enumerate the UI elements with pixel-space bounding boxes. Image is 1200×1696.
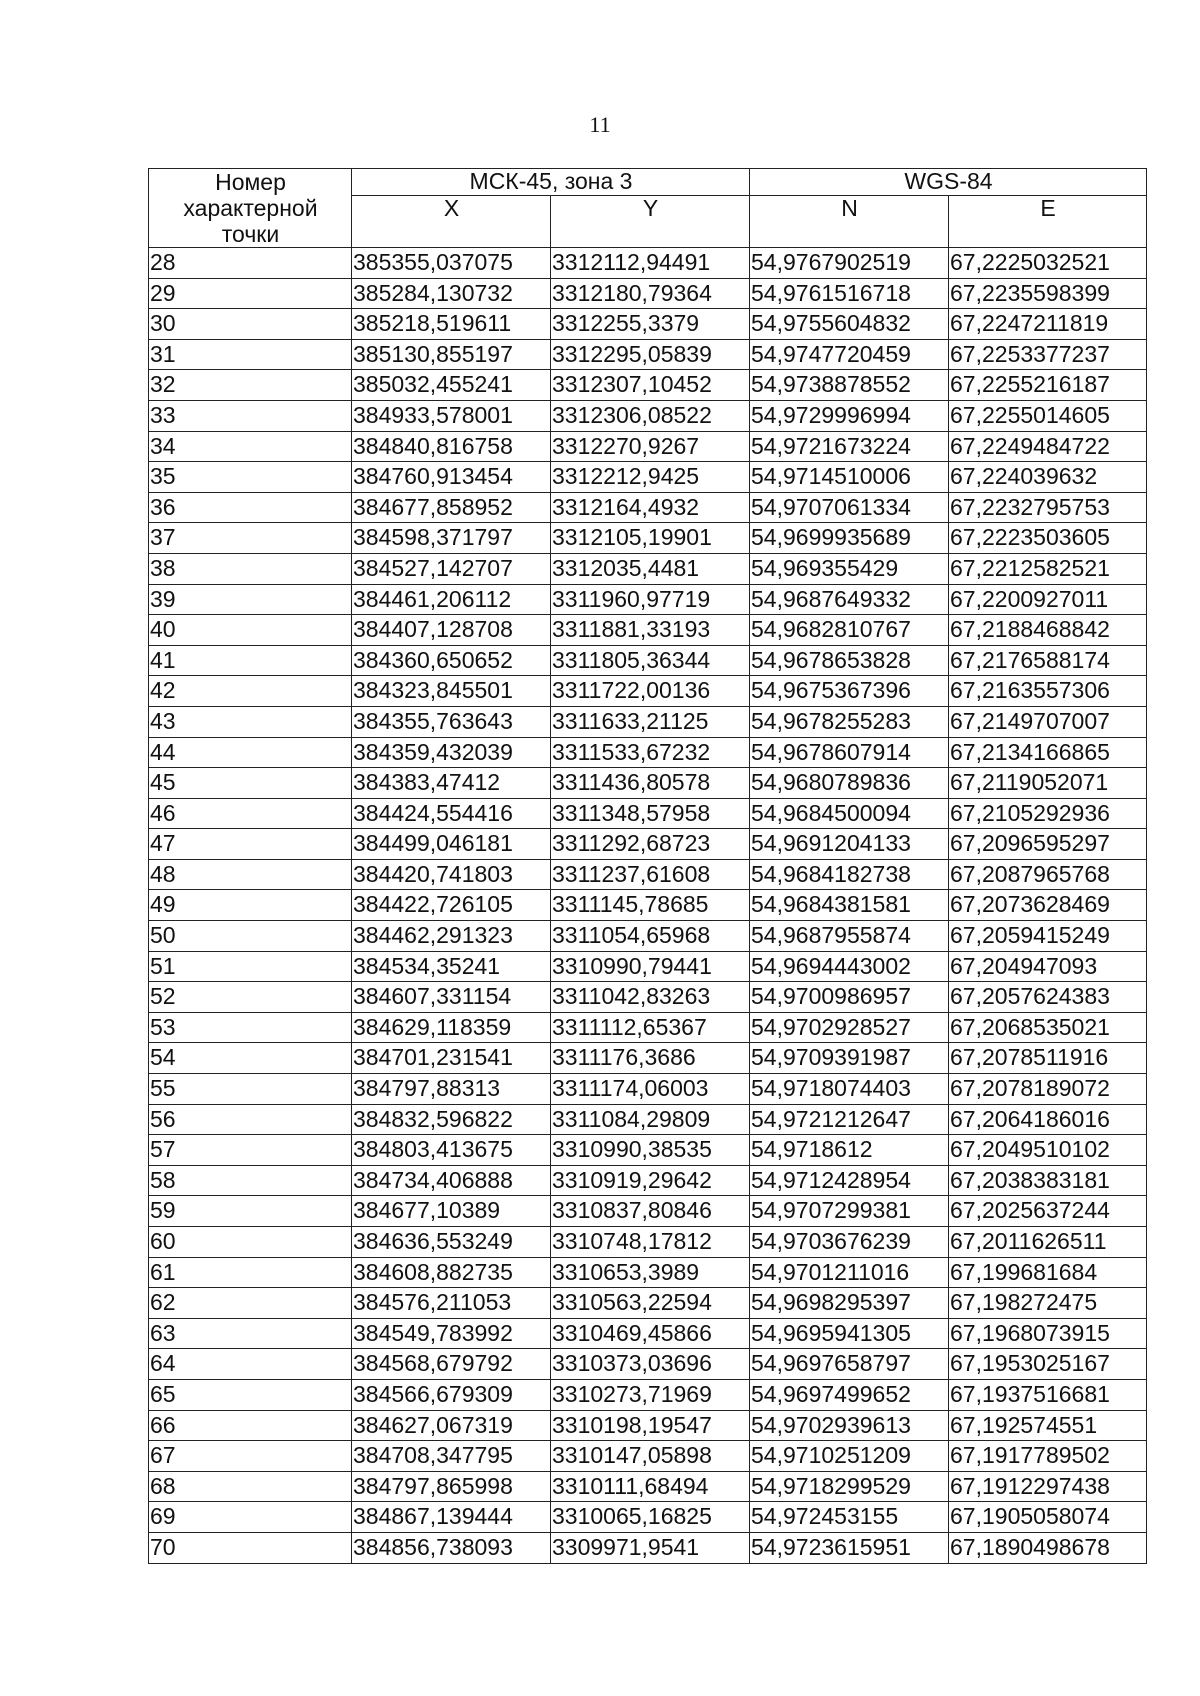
point-number-cell: 52 xyxy=(149,982,352,1013)
x-coordinate-cell: 384701,231541 xyxy=(352,1043,551,1074)
latitude-cell: 54,9721212647 xyxy=(750,1104,949,1135)
x-coordinate-cell: 384461,206112 xyxy=(352,584,551,615)
x-coordinate-cell: 385032,455241 xyxy=(352,370,551,401)
y-coordinate-cell: 3310919,29642 xyxy=(551,1165,750,1196)
longitude-cell: 67,2078511916 xyxy=(949,1043,1147,1074)
table-row xyxy=(149,1165,1147,1196)
y-coordinate-cell: 3310273,71969 xyxy=(551,1379,750,1410)
latitude-cell: 54,9678653828 xyxy=(750,645,949,676)
longitude-cell: 67,2059415249 xyxy=(949,921,1147,952)
y-coordinate-cell: 3311533,67232 xyxy=(551,737,750,768)
latitude-cell: 54,9695941305 xyxy=(750,1318,949,1349)
table-row xyxy=(149,1012,1147,1043)
y-coordinate-cell: 3310563,22594 xyxy=(551,1288,750,1319)
x-coordinate-cell: 384424,554416 xyxy=(352,798,551,829)
point-number-cell: 67 xyxy=(149,1441,352,1472)
y-coordinate-cell: 3312255,3379 xyxy=(551,309,750,340)
latitude-cell: 54,9675367396 xyxy=(750,676,949,707)
latitude-cell: 54,9694443002 xyxy=(750,951,949,982)
table-row xyxy=(149,1227,1147,1258)
point-number-cell: 33 xyxy=(149,400,352,431)
point-number-cell: 61 xyxy=(149,1257,352,1288)
x-coordinate-cell: 384708,347795 xyxy=(352,1441,551,1472)
latitude-cell: 54,9678255283 xyxy=(750,706,949,737)
x-coordinate-cell: 384760,913454 xyxy=(352,462,551,493)
table-row xyxy=(149,553,1147,584)
point-number-cell: 59 xyxy=(149,1196,352,1227)
table-row xyxy=(149,584,1147,615)
point-number-cell: 38 xyxy=(149,553,352,584)
longitude-cell: 67,2025637244 xyxy=(949,1196,1147,1227)
y-coordinate-cell: 3310065,16825 xyxy=(551,1502,750,1533)
point-number-cell: 57 xyxy=(149,1135,352,1166)
latitude-cell: 54,9698295397 xyxy=(750,1288,949,1319)
y-coordinate-cell: 3310147,05898 xyxy=(551,1441,750,1472)
y-coordinate-cell: 3311722,00136 xyxy=(551,676,750,707)
y-coordinate-cell: 3311633,21125 xyxy=(551,706,750,737)
latitude-cell: 54,9707061334 xyxy=(750,492,949,523)
longitude-cell: 67,2068535021 xyxy=(949,1012,1147,1043)
longitude-cell: 67,2049510102 xyxy=(949,1135,1147,1166)
point-number-cell: 70 xyxy=(149,1532,352,1563)
latitude-cell: 54,9701211016 xyxy=(750,1257,949,1288)
longitude-cell: 67,2253377237 xyxy=(949,339,1147,370)
y-coordinate-cell: 3312180,79364 xyxy=(551,278,750,309)
longitude-cell: 67,2149707007 xyxy=(949,706,1147,737)
table-row xyxy=(149,737,1147,768)
x-coordinate-cell: 384607,331154 xyxy=(352,982,551,1013)
latitude-cell: 54,9718074403 xyxy=(750,1074,949,1105)
x-coordinate-cell: 385355,037075 xyxy=(352,248,551,279)
point-number-cell: 58 xyxy=(149,1165,352,1196)
y-column-header: Y xyxy=(551,195,750,247)
latitude-cell: 54,9680789836 xyxy=(750,768,949,799)
table-row xyxy=(149,523,1147,554)
table-row xyxy=(149,798,1147,829)
point-number-cell: 32 xyxy=(149,370,352,401)
point-number-cell: 49 xyxy=(149,890,352,921)
point-number-cell: 50 xyxy=(149,921,352,952)
x-coordinate-cell: 384576,211053 xyxy=(352,1288,551,1319)
longitude-cell: 67,1890498678 xyxy=(949,1532,1147,1563)
point-number-cell: 62 xyxy=(149,1288,352,1319)
latitude-cell: 54,972453155 xyxy=(750,1502,949,1533)
longitude-cell: 67,2119052071 xyxy=(949,768,1147,799)
point-number-cell: 42 xyxy=(149,676,352,707)
point-number-cell: 66 xyxy=(149,1410,352,1441)
x-coordinate-cell: 384383,47412 xyxy=(352,768,551,799)
y-coordinate-cell: 3311174,06003 xyxy=(551,1074,750,1105)
y-coordinate-cell: 3311054,65968 xyxy=(551,921,750,952)
longitude-cell: 67,2078189072 xyxy=(949,1074,1147,1105)
point-number-cell: 53 xyxy=(149,1012,352,1043)
longitude-cell: 67,2212582521 xyxy=(949,553,1147,584)
latitude-cell: 54,9702928527 xyxy=(750,1012,949,1043)
x-coordinate-cell: 384636,553249 xyxy=(352,1227,551,1258)
y-coordinate-cell: 3312105,19901 xyxy=(551,523,750,554)
y-coordinate-cell: 3312164,4932 xyxy=(551,492,750,523)
x-coordinate-cell: 384568,679792 xyxy=(352,1349,551,1380)
latitude-cell: 54,9709391987 xyxy=(750,1043,949,1074)
x-coordinate-cell: 384566,679309 xyxy=(352,1379,551,1410)
msk-group-header: МСК-45, зона 3 xyxy=(352,169,750,196)
table-row xyxy=(149,645,1147,676)
latitude-cell: 54,9747720459 xyxy=(750,339,949,370)
table-row xyxy=(149,829,1147,860)
n-column-header: N xyxy=(750,195,949,247)
y-coordinate-cell: 3310111,68494 xyxy=(551,1471,750,1502)
table-row xyxy=(149,676,1147,707)
latitude-cell: 54,9703676239 xyxy=(750,1227,949,1258)
table-row xyxy=(149,400,1147,431)
point-number-cell: 55 xyxy=(149,1074,352,1105)
table-row xyxy=(149,1074,1147,1105)
y-coordinate-cell: 3311237,61608 xyxy=(551,859,750,890)
latitude-cell: 54,9767902519 xyxy=(750,248,949,279)
x-coordinate-cell: 384598,371797 xyxy=(352,523,551,554)
table-row xyxy=(149,462,1147,493)
longitude-cell: 67,2096595297 xyxy=(949,829,1147,860)
table-row xyxy=(149,370,1147,401)
y-coordinate-cell: 3311176,3686 xyxy=(551,1043,750,1074)
y-coordinate-cell: 3311881,33193 xyxy=(551,615,750,646)
y-coordinate-cell: 3312307,10452 xyxy=(551,370,750,401)
y-coordinate-cell: 3311436,80578 xyxy=(551,768,750,799)
table-row xyxy=(149,1135,1147,1166)
y-coordinate-cell: 3311145,78685 xyxy=(551,890,750,921)
x-coordinate-cell: 384840,816758 xyxy=(352,431,551,462)
longitude-cell: 67,2188468842 xyxy=(949,615,1147,646)
table-row xyxy=(149,768,1147,799)
point-number-cell: 65 xyxy=(149,1379,352,1410)
x-coordinate-cell: 384933,578001 xyxy=(352,400,551,431)
table-row xyxy=(149,1043,1147,1074)
y-coordinate-cell: 3310990,79441 xyxy=(551,951,750,982)
longitude-cell: 67,1937516681 xyxy=(949,1379,1147,1410)
longitude-cell: 67,199681684 xyxy=(949,1257,1147,1288)
point-number-cell: 39 xyxy=(149,584,352,615)
longitude-cell: 67,2134166865 xyxy=(949,737,1147,768)
e-column-header: E xyxy=(949,195,1147,247)
longitude-cell: 67,2011626511 xyxy=(949,1227,1147,1258)
point-number-cell: 56 xyxy=(149,1104,352,1135)
x-coordinate-cell: 384462,291323 xyxy=(352,921,551,952)
latitude-cell: 54,9687649332 xyxy=(750,584,949,615)
table-row xyxy=(149,982,1147,1013)
longitude-cell: 67,2249484722 xyxy=(949,431,1147,462)
table-row xyxy=(149,1349,1147,1380)
point-number-cell: 47 xyxy=(149,829,352,860)
x-coordinate-cell: 384832,596822 xyxy=(352,1104,551,1135)
longitude-cell: 67,192574551 xyxy=(949,1410,1147,1441)
y-coordinate-cell: 3311960,97719 xyxy=(551,584,750,615)
point-number-cell: 63 xyxy=(149,1318,352,1349)
x-coordinate-cell: 384627,067319 xyxy=(352,1410,551,1441)
x-coordinate-cell: 384422,726105 xyxy=(352,890,551,921)
table-row xyxy=(149,278,1147,309)
point-number-cell: 31 xyxy=(149,339,352,370)
longitude-cell: 67,2064186016 xyxy=(949,1104,1147,1135)
x-coordinate-cell: 385284,130732 xyxy=(352,278,551,309)
y-coordinate-cell: 3311084,29809 xyxy=(551,1104,750,1135)
table-row xyxy=(149,1532,1147,1563)
point-number-cell: 64 xyxy=(149,1349,352,1380)
latitude-cell: 54,9761516718 xyxy=(750,278,949,309)
point-number-cell: 36 xyxy=(149,492,352,523)
page-number: 11 xyxy=(589,112,611,137)
x-coordinate-cell: 384549,783992 xyxy=(352,1318,551,1349)
point-number-cell: 68 xyxy=(149,1471,352,1502)
longitude-cell: 67,2255014605 xyxy=(949,400,1147,431)
latitude-cell: 54,9710251209 xyxy=(750,1441,949,1472)
point-number-cell: 48 xyxy=(149,859,352,890)
point-number-cell: 30 xyxy=(149,309,352,340)
point-number-cell: 29 xyxy=(149,278,352,309)
point-number-cell: 43 xyxy=(149,706,352,737)
latitude-cell: 54,9755604832 xyxy=(750,309,949,340)
table-row xyxy=(149,1471,1147,1502)
latitude-cell: 54,9718299529 xyxy=(750,1471,949,1502)
longitude-cell: 67,1912297438 xyxy=(949,1471,1147,1502)
coordinates-table xyxy=(148,168,1147,1564)
y-coordinate-cell: 3311348,57958 xyxy=(551,798,750,829)
latitude-cell: 54,9723615951 xyxy=(750,1532,949,1563)
table-body xyxy=(149,248,1147,1564)
table-row xyxy=(149,921,1147,952)
point-number-cell: 44 xyxy=(149,737,352,768)
point-number-cell: 34 xyxy=(149,431,352,462)
table-row xyxy=(149,309,1147,340)
x-coordinate-cell: 384803,413675 xyxy=(352,1135,551,1166)
latitude-cell: 54,9712428954 xyxy=(750,1165,949,1196)
y-coordinate-cell: 3312270,9267 xyxy=(551,431,750,462)
y-coordinate-cell: 3311805,36344 xyxy=(551,645,750,676)
wgs-group-header: WGS-84 xyxy=(750,169,1147,196)
longitude-cell: 67,2200927011 xyxy=(949,584,1147,615)
point-number-cell: 45 xyxy=(149,768,352,799)
table-row xyxy=(149,492,1147,523)
latitude-cell: 54,9700986957 xyxy=(750,982,949,1013)
latitude-cell: 54,9702939613 xyxy=(750,1410,949,1441)
y-coordinate-cell: 3312295,05839 xyxy=(551,339,750,370)
point-number-cell: 46 xyxy=(149,798,352,829)
latitude-cell: 54,969355429 xyxy=(750,553,949,584)
latitude-cell: 54,9697658797 xyxy=(750,1349,949,1380)
latitude-cell: 54,9699935689 xyxy=(750,523,949,554)
x-column-header: X xyxy=(352,195,551,247)
y-coordinate-cell: 3312212,9425 xyxy=(551,462,750,493)
longitude-cell: 67,2247211819 xyxy=(949,309,1147,340)
x-coordinate-cell: 384360,650652 xyxy=(352,645,551,676)
latitude-cell: 54,9678607914 xyxy=(750,737,949,768)
longitude-cell: 67,2087965768 xyxy=(949,859,1147,890)
table-row xyxy=(149,431,1147,462)
x-coordinate-cell: 384420,741803 xyxy=(352,859,551,890)
latitude-cell: 54,9684182738 xyxy=(750,859,949,890)
latitude-cell: 54,9684381581 xyxy=(750,890,949,921)
longitude-cell: 67,2105292936 xyxy=(949,798,1147,829)
table-row xyxy=(149,1104,1147,1135)
x-coordinate-cell: 385130,855197 xyxy=(352,339,551,370)
longitude-cell: 67,224039632 xyxy=(949,462,1147,493)
y-coordinate-cell: 3310990,38535 xyxy=(551,1135,750,1166)
table-row xyxy=(149,706,1147,737)
y-coordinate-cell: 3309971,9541 xyxy=(551,1532,750,1563)
table-row xyxy=(149,339,1147,370)
longitude-cell: 67,2176588174 xyxy=(949,645,1147,676)
latitude-cell: 54,9707299381 xyxy=(750,1196,949,1227)
point-number-cell: 60 xyxy=(149,1227,352,1258)
table-row xyxy=(149,859,1147,890)
y-coordinate-cell: 3310373,03696 xyxy=(551,1349,750,1380)
longitude-cell: 67,2255216187 xyxy=(949,370,1147,401)
x-coordinate-cell: 384797,88313 xyxy=(352,1074,551,1105)
x-coordinate-cell: 384629,118359 xyxy=(352,1012,551,1043)
y-coordinate-cell: 3312035,4481 xyxy=(551,553,750,584)
y-coordinate-cell: 3310653,3989 xyxy=(551,1257,750,1288)
table-row xyxy=(149,1502,1147,1533)
x-coordinate-cell: 384867,139444 xyxy=(352,1502,551,1533)
latitude-cell: 54,9729996994 xyxy=(750,400,949,431)
longitude-cell: 67,1953025167 xyxy=(949,1349,1147,1380)
y-coordinate-cell: 3312112,94491 xyxy=(551,248,750,279)
x-coordinate-cell: 384359,432039 xyxy=(352,737,551,768)
table-row xyxy=(149,248,1147,279)
y-coordinate-cell: 3311292,68723 xyxy=(551,829,750,860)
point-number-header xyxy=(149,169,352,248)
longitude-cell: 67,2073628469 xyxy=(949,890,1147,921)
longitude-cell: 67,2235598399 xyxy=(949,278,1147,309)
point-header-line-3: точки xyxy=(221,221,280,247)
x-coordinate-cell: 384797,865998 xyxy=(352,1471,551,1502)
x-coordinate-cell: 384407,128708 xyxy=(352,615,551,646)
point-header-line-2: характерной xyxy=(183,195,318,221)
table-row xyxy=(149,1410,1147,1441)
longitude-cell: 67,204947093 xyxy=(949,951,1147,982)
y-coordinate-cell: 3310748,17812 xyxy=(551,1227,750,1258)
point-number-cell: 41 xyxy=(149,645,352,676)
latitude-cell: 54,9682810767 xyxy=(750,615,949,646)
point-number-cell: 40 xyxy=(149,615,352,646)
latitude-cell: 54,9697499652 xyxy=(750,1379,949,1410)
y-coordinate-cell: 3311112,65367 xyxy=(551,1012,750,1043)
table-row xyxy=(149,1318,1147,1349)
latitude-cell: 54,9687955874 xyxy=(750,921,949,952)
table-row xyxy=(149,1196,1147,1227)
longitude-cell: 67,2038383181 xyxy=(949,1165,1147,1196)
y-coordinate-cell: 3310198,19547 xyxy=(551,1410,750,1441)
point-number-cell: 35 xyxy=(149,462,352,493)
longitude-cell: 67,1917789502 xyxy=(949,1441,1147,1472)
point-number-cell: 69 xyxy=(149,1502,352,1533)
point-number-cell: 37 xyxy=(149,523,352,554)
table-row xyxy=(149,951,1147,982)
y-coordinate-cell: 3311042,83263 xyxy=(551,982,750,1013)
table-row xyxy=(149,1257,1147,1288)
point-number-cell: 54 xyxy=(149,1043,352,1074)
table-header xyxy=(149,169,1147,248)
x-coordinate-cell: 384677,10389 xyxy=(352,1196,551,1227)
latitude-cell: 54,9691204133 xyxy=(750,829,949,860)
table-row xyxy=(149,1441,1147,1472)
x-coordinate-cell: 384355,763643 xyxy=(352,706,551,737)
latitude-cell: 54,9738878552 xyxy=(750,370,949,401)
y-coordinate-cell: 3312306,08522 xyxy=(551,400,750,431)
point-number-cell: 51 xyxy=(149,951,352,982)
table-row xyxy=(149,615,1147,646)
longitude-cell: 67,2057624383 xyxy=(949,982,1147,1013)
longitude-cell: 67,2225032521 xyxy=(949,248,1147,279)
x-coordinate-cell: 384499,046181 xyxy=(352,829,551,860)
point-header-line-1: Номер xyxy=(215,169,286,195)
longitude-cell: 67,2163557306 xyxy=(949,676,1147,707)
x-coordinate-cell: 384323,845501 xyxy=(352,676,551,707)
x-coordinate-cell: 384856,738093 xyxy=(352,1532,551,1563)
table-row xyxy=(149,1379,1147,1410)
latitude-cell: 54,9721673224 xyxy=(750,431,949,462)
longitude-cell: 67,2232795753 xyxy=(949,492,1147,523)
point-number-cell: 28 xyxy=(149,248,352,279)
x-coordinate-cell: 384734,406888 xyxy=(352,1165,551,1196)
y-coordinate-cell: 3310837,80846 xyxy=(551,1196,750,1227)
x-coordinate-cell: 384608,882735 xyxy=(352,1257,551,1288)
x-coordinate-cell: 384527,142707 xyxy=(352,553,551,584)
latitude-cell: 54,9718612 xyxy=(750,1135,949,1166)
x-coordinate-cell: 385218,519611 xyxy=(352,309,551,340)
longitude-cell: 67,2223503605 xyxy=(949,523,1147,554)
longitude-cell: 67,1968073915 xyxy=(949,1318,1147,1349)
y-coordinate-cell: 3310469,45866 xyxy=(551,1318,750,1349)
latitude-cell: 54,9684500094 xyxy=(750,798,949,829)
x-coordinate-cell: 384677,858952 xyxy=(352,492,551,523)
table-row xyxy=(149,890,1147,921)
latitude-cell: 54,9714510006 xyxy=(750,462,949,493)
longitude-cell: 67,198272475 xyxy=(949,1288,1147,1319)
x-coordinate-cell: 384534,35241 xyxy=(352,951,551,982)
table-row xyxy=(149,1288,1147,1319)
longitude-cell: 67,1905058074 xyxy=(949,1502,1147,1533)
